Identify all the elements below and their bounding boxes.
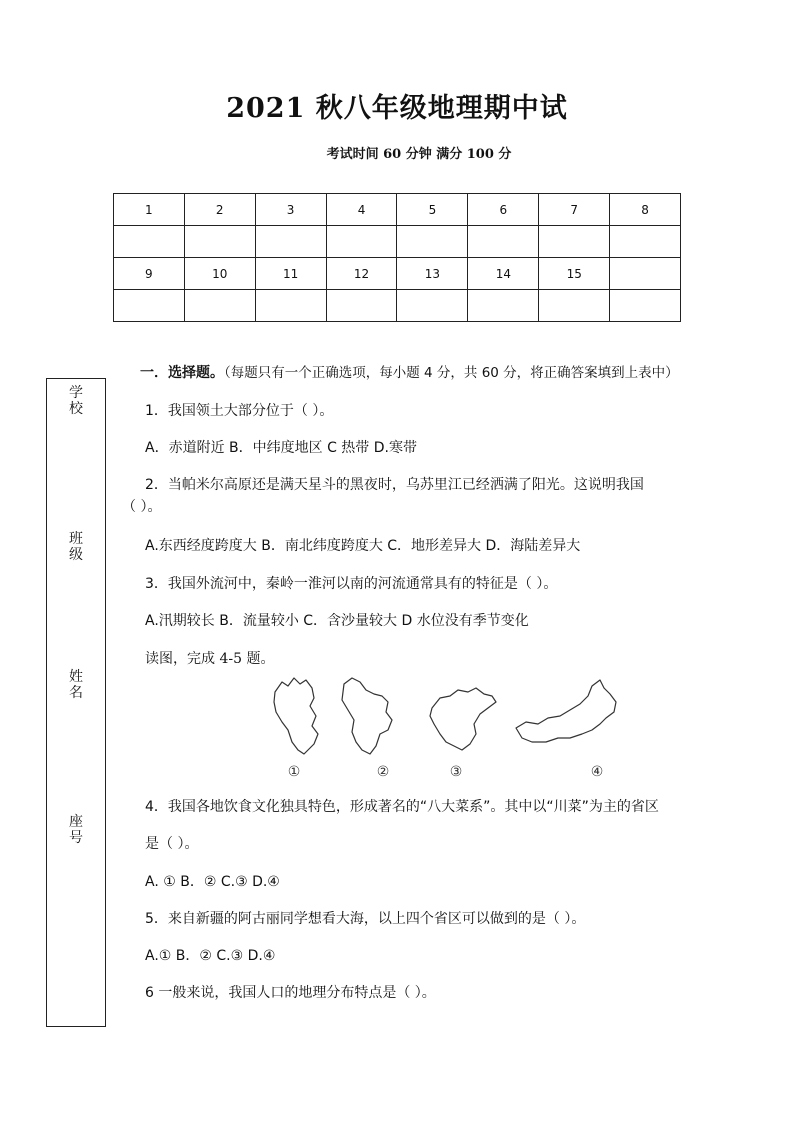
answer-number-cell: 7 <box>539 194 610 226</box>
answer-number-cell: 14 <box>468 258 539 290</box>
answer-number-cell: 1 <box>114 194 185 226</box>
answer-cell[interactable] <box>326 290 397 322</box>
map-instruction: 读图，完成 4-5 题。 <box>145 651 275 667</box>
answer-number-cell: 15 <box>539 258 610 290</box>
question-5: 5．来自新疆的阿古丽同学想看大海，以上四个省区可以做到的是（ ）。 <box>145 911 586 927</box>
province-maps-figure <box>270 672 632 784</box>
answer-number-cell: 5 <box>397 194 468 226</box>
question-6: 6 一般来说，我国人口的地理分布特点是（ ）。 <box>145 985 436 1001</box>
map-label-2: ② <box>376 764 390 780</box>
answer-number-cell: 4 <box>326 194 397 226</box>
province-outline-3 <box>430 688 496 750</box>
answer-number-cell: 8 <box>610 194 681 226</box>
answer-number-cell: 3 <box>255 194 326 226</box>
answer-cell[interactable] <box>114 290 185 322</box>
answer-number-cell: 10 <box>184 258 255 290</box>
question-2-options: A.东西经度跨度大 B．南北纬度跨度大 C．地形差异大 D．海陆差异大 <box>145 538 581 554</box>
answer-cell[interactable] <box>468 290 539 322</box>
answer-table-blank-row <box>114 226 681 258</box>
question-1-options: A．赤道附近 B．中纬度地区 C 热带 D.寒带 <box>145 440 417 456</box>
class-label: 班 级 <box>69 531 83 563</box>
province-outline-maps <box>270 672 632 784</box>
answer-number-cell: 6 <box>468 194 539 226</box>
section-heading: 一．选择题。（每题只有一个正确选项，每小题 4 分，共 60 分，将正确答案填到上表中） <box>140 365 679 381</box>
province-outline-4 <box>516 680 616 742</box>
question-4-blank: 是（ ）。 <box>145 836 199 852</box>
question-3: 3．我国外流河中，秦岭一淮河以南的河流通常具有的特征是（ ）。 <box>145 576 558 592</box>
answer-number-cell: 11 <box>255 258 326 290</box>
answer-cell[interactable] <box>326 226 397 258</box>
answer-cell[interactable] <box>468 226 539 258</box>
answer-number-cell <box>610 258 681 290</box>
answer-cell[interactable] <box>610 226 681 258</box>
exam-info: 考试时间 60 分钟 满分 100 分 <box>326 147 512 162</box>
answer-number-cell: 2 <box>184 194 255 226</box>
province-outline-1 <box>274 678 318 754</box>
question-4-options: A. ① B．② C.③ D.④ <box>145 874 280 890</box>
answer-cell[interactable] <box>184 290 255 322</box>
map-label-4: ④ <box>590 764 604 780</box>
answer-cell[interactable] <box>539 290 610 322</box>
answer-cell[interactable] <box>184 226 255 258</box>
answer-cell[interactable] <box>397 226 468 258</box>
school-label: 学 校 <box>69 385 83 417</box>
question-5-options: A.① B．② C.③ D.④ <box>145 948 276 964</box>
answer-cell[interactable] <box>610 290 681 322</box>
answer-table-blank-row <box>114 290 681 322</box>
question-3-options: A.汛期较长 B．流量较小 C．含沙量较大 D 水位没有季节变化 <box>145 613 529 629</box>
student-info-sidebar <box>46 378 106 1027</box>
province-outline-2 <box>342 678 392 754</box>
seat-number-label: 座 号 <box>69 814 83 846</box>
question-4: 4．我国各地饮食文化独具特色，形成著名的“八大菜系”。其中以“川菜”为主的省区 <box>145 799 659 815</box>
answer-table <box>113 193 681 322</box>
answer-table-header-row <box>114 258 681 290</box>
answer-number-cell: 9 <box>114 258 185 290</box>
answer-cell[interactable] <box>255 226 326 258</box>
question-2: 2．当帕米尔高原还是满天星斗的黑夜时，乌苏里江已经洒满了阳光。这说明我国 <box>145 477 644 493</box>
question-2-blank: （ ）。 <box>122 499 162 515</box>
answer-cell[interactable] <box>397 290 468 322</box>
page-title: 2021 秋八年级地理期中试 <box>226 93 568 124</box>
question-1: 1．我国领土大部分位于（ ）。 <box>145 403 334 419</box>
answer-cell[interactable] <box>539 226 610 258</box>
answer-number-cell: 12 <box>326 258 397 290</box>
map-label-1: ① <box>287 764 301 780</box>
name-label: 姓 名 <box>69 669 83 701</box>
answer-number-cell: 13 <box>397 258 468 290</box>
map-label-3: ③ <box>449 764 463 780</box>
answer-table-header-row <box>114 194 681 226</box>
answer-cell[interactable] <box>255 290 326 322</box>
answer-cell[interactable] <box>114 226 185 258</box>
